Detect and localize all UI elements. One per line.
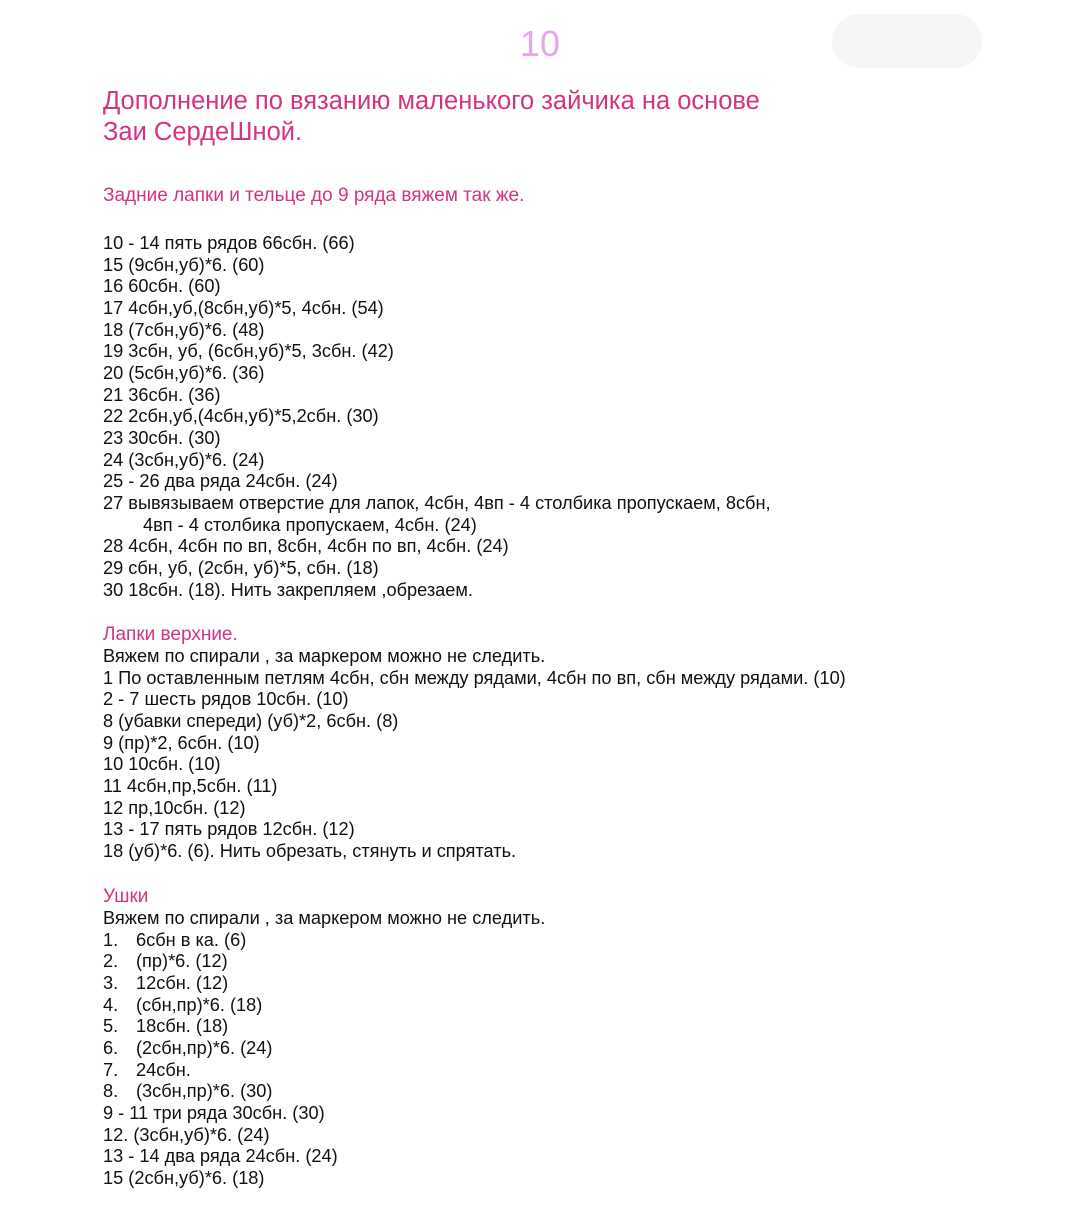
list-item-text: 24сбн. xyxy=(136,1059,191,1080)
list-item: 16 60сбн. (60) xyxy=(103,276,221,297)
list-item-continuation: 4вп - 4 столбика пропускаем, 4сбн. (24) xyxy=(143,514,477,535)
list-item-number: 3. xyxy=(103,972,119,993)
list-item: 10 - 14 пять рядов 66сбн. (66) xyxy=(103,233,355,253)
arms-section-heading: Лапки верхние. xyxy=(103,624,238,645)
list-item: 19 3сбн, уб, (6сбн,уб)*5, 3сбн. (42) xyxy=(103,341,394,362)
ears-section xyxy=(103,886,1063,908)
body-section-heading: Задние лапки и тельце до 9 ряда вяжем так же. xyxy=(103,185,525,206)
list-item: 8 (убавки спереди) (уб)*2, 6сбн. (8) xyxy=(103,710,399,731)
list-item: 13 - 17 пять рядов 12сбн. (12) xyxy=(103,819,355,840)
list-item xyxy=(103,1038,1063,1060)
ears-intro: Вяжем по спирали , за маркером можно не следить. xyxy=(103,908,546,928)
arms-section xyxy=(103,624,1063,646)
list-item: 1 По оставленным петлям 4сбн, сбн между рядами, 4сбн по вп, сбн между рядами. (10) xyxy=(103,667,846,688)
list-item-number: 2. xyxy=(103,951,119,972)
page-number: 10 xyxy=(519,23,561,64)
list-item xyxy=(103,973,1063,995)
list-item: 2 - 7 шесть рядов 10сбн. (10) xyxy=(103,689,349,710)
list-item-text: (2сбн,пр)*6. (24) xyxy=(136,1037,273,1058)
list-item: 27 вывязываем отверстие для лапок, 4сбн, 4вп - 4 столбика пропускаем, 8сбн, xyxy=(103,492,771,513)
list-item-number: 5. xyxy=(103,1016,119,1037)
title-line-1: Дополнение по вязанию маленького зайчика на основе xyxy=(103,87,760,115)
list-item xyxy=(103,995,1063,1017)
body-rows xyxy=(103,233,1063,601)
list-item-number: 8. xyxy=(103,1081,119,1102)
list-item-number: 7. xyxy=(103,1059,119,1080)
list-item: 24 (3сбн,уб)*6. (24) xyxy=(103,449,265,470)
list-item: 12. (3сбн,уб)*6. (24) xyxy=(103,1124,270,1145)
list-item: 29 сбн, уб, (2сбн, уб)*5, сбн. (18) xyxy=(103,557,379,578)
list-item xyxy=(103,1060,1063,1082)
ears-section-heading: Ушки xyxy=(103,886,149,907)
list-item-number: 6. xyxy=(103,1037,119,1058)
list-item-text: (сбн,пр)*6. (18) xyxy=(136,994,263,1015)
document-title xyxy=(103,86,1003,148)
list-item-number: 4. xyxy=(103,994,119,1015)
list-item: 21 36сбн. (36) xyxy=(103,384,221,405)
arms-rows xyxy=(103,646,1063,863)
list-item: 13 - 14 два ряда 24сбн. (24) xyxy=(103,1146,338,1167)
list-item xyxy=(103,1081,1063,1103)
list-item-text: 6сбн в ка. (6) xyxy=(136,929,247,950)
list-item xyxy=(103,1016,1063,1038)
list-item: 22 2сбн,уб,(4сбн,уб)*5,2сбн. (30) xyxy=(103,406,379,427)
list-item: 12 пр,10сбн. (12) xyxy=(103,797,246,818)
list-item: 25 - 26 два ряда 24сбн. (24) xyxy=(103,471,338,492)
title-line-2: Заи СердеШной. xyxy=(103,118,303,146)
list-item: 18 (уб)*6. (6). Нить обрезать, стянуть и спрятать. xyxy=(103,840,517,861)
ears-rows xyxy=(103,908,1063,1190)
body-section xyxy=(103,185,1063,207)
list-item-text: (пр)*6. (12) xyxy=(136,951,228,972)
list-item: 18 (7сбн,уб)*6. (48) xyxy=(103,319,265,340)
list-item: 9 - 11 три ряда 30сбн. (30) xyxy=(103,1102,325,1123)
list-item: 23 30сбн. (30) xyxy=(103,427,221,448)
arms-intro: Вяжем по спирали , за маркером можно не следить. xyxy=(103,646,546,666)
list-item-text: (3сбн,пр)*6. (30) xyxy=(136,1081,273,1102)
list-item: 17 4сбн,уб,(8сбн,уб)*5, 4сбн. (54) xyxy=(103,297,384,318)
list-item: 15 (9сбн,уб)*6. (60) xyxy=(103,254,265,275)
list-item: 20 (5сбн,уб)*6. (36) xyxy=(103,362,265,383)
list-item: 10 10сбн. (10) xyxy=(103,754,221,775)
list-item: 30 18сбн. (18). Нить закрепляем ,обрезаем. xyxy=(103,579,473,600)
list-item-number: 1. xyxy=(103,929,119,950)
list-item: 28 4сбн, 4сбн по вп, 8сбн, 4сбн по вп, 4сбн. (24) xyxy=(103,536,509,557)
list-item: 9 (пр)*2, 6сбн. (10) xyxy=(103,732,260,753)
list-item xyxy=(103,951,1063,973)
list-item: 11 4сбн,пр,5сбн. (11) xyxy=(103,775,278,796)
list-item xyxy=(103,930,1063,952)
list-item: 15 (2сбн,уб)*6. (18) xyxy=(103,1167,265,1188)
list-item-text: 18сбн. (18) xyxy=(136,1016,229,1037)
list-item-text: 12сбн. (12) xyxy=(136,972,229,993)
